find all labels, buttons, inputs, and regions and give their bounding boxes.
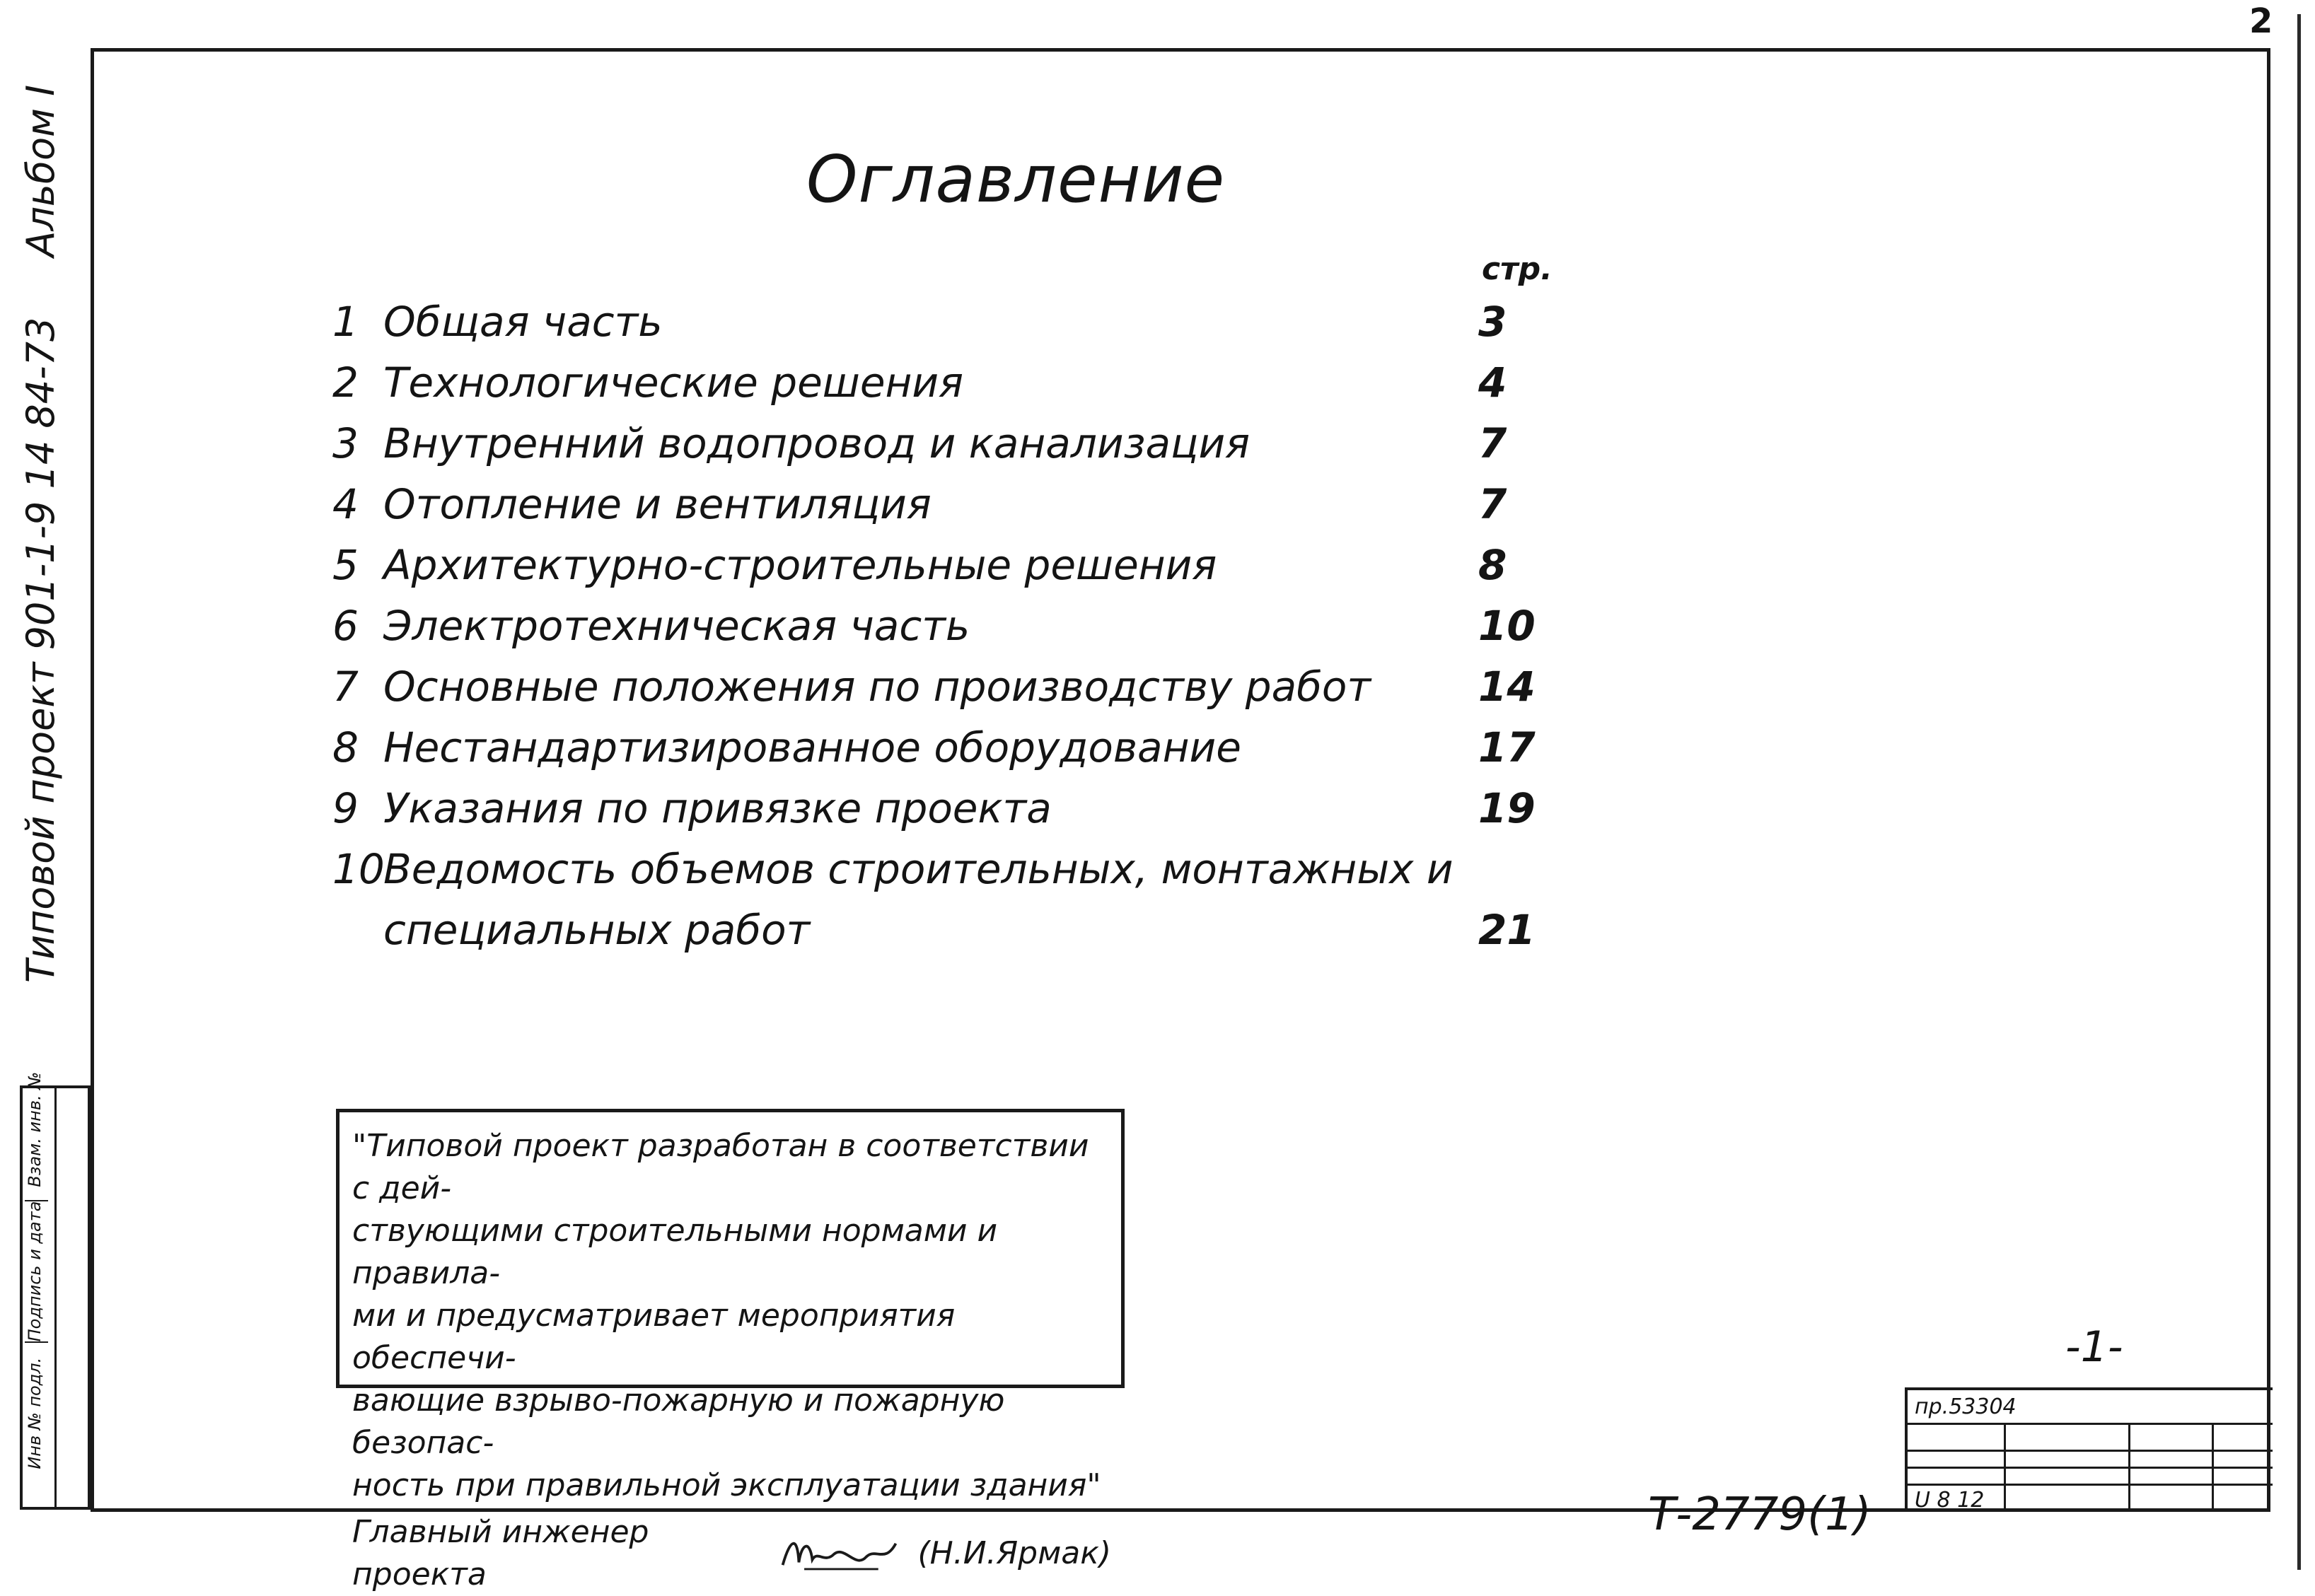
compliance-note <box>336 1109 1125 1592</box>
toc-title: Нестандартизированное оборудование <box>383 723 1241 771</box>
toc-page: 10 <box>1478 602 1536 650</box>
toc-title: специальных работ <box>383 906 811 954</box>
toc-row <box>332 413 1535 474</box>
side-stamp-column <box>23 1071 57 1507</box>
title-block-bottom-text: U 8 12 <box>1915 1488 1985 1513</box>
toc-row <box>332 595 1535 656</box>
toc-number: 10 <box>332 845 385 893</box>
toc-page: 19 <box>1478 784 1536 832</box>
title-block-divider <box>2212 1423 2214 1512</box>
toc-row <box>332 839 1535 899</box>
title-block-top-text: пр.53304 <box>1915 1394 2017 1419</box>
sheet-number: 2 <box>2249 1 2273 41</box>
toc-number: 6 <box>332 602 359 650</box>
signer-name: (Н.И.Ярмак) <box>917 1535 1111 1571</box>
side-stamp-label-replacement: Взам. инв. № <box>25 1059 48 1201</box>
side-stamp-block <box>20 1071 91 1510</box>
toc-title: Внутренний водопровод и канализация <box>383 419 1251 467</box>
toc-row <box>332 778 1535 839</box>
signature-icon <box>777 1529 912 1578</box>
toc-page: 14 <box>1478 663 1536 711</box>
toc-number: 9 <box>332 784 359 832</box>
toc-row <box>332 352 1535 413</box>
toc-title: Архитектурно-строительные решения <box>383 541 1217 589</box>
toc-page: 4 <box>1478 359 1507 407</box>
toc-title: Технологические решения <box>383 359 964 407</box>
title-block-rule <box>1908 1467 2273 1469</box>
toc-row <box>332 717 1535 778</box>
toc-number: 1 <box>332 298 359 346</box>
toc-page: 21 <box>1478 906 1536 954</box>
toc-number: 5 <box>332 541 359 589</box>
title-block-divider <box>2004 1423 2006 1512</box>
side-stamp-column-empty <box>57 1088 88 1507</box>
toc-number: 8 <box>332 723 359 771</box>
toc-page: 17 <box>1478 723 1536 771</box>
toc-title: Указания по привязке проекта <box>383 784 1052 832</box>
compliance-note-text: "Типовой проект разработан в соответствии с дей- ствующими строительными нормами и правила- ми и предусматривает мероприятия обеспечи- вающие взрыво-пожарную и пожарную безопас- ность при правильной эксплуатации здания" <box>352 1128 1101 1503</box>
toc-title: Ведомость объемов строительных, монтажных и <box>383 845 1454 893</box>
toc-row <box>332 656 1535 717</box>
toc-page: 8 <box>1478 541 1507 589</box>
title-block <box>1905 1387 2273 1512</box>
side-stamp-label-inventory: Инв № подл. <box>25 1357 45 1469</box>
sheet-edge-line <box>2297 14 2301 1570</box>
toc-title: Общая часть <box>383 298 663 346</box>
side-label-album: Альбом I <box>18 85 63 257</box>
title-block-rule <box>1908 1423 2273 1425</box>
side-label-project: Типовой проект 901-1-9 14 84-73 <box>18 317 63 983</box>
toc-number: 3 <box>332 419 359 467</box>
side-stamp-label-signature: Подпись и дата <box>25 1201 48 1344</box>
page-column-header: стр. <box>1482 251 1553 287</box>
toc-row <box>332 291 1535 352</box>
toc-number: 4 <box>332 480 359 528</box>
toc-page: 3 <box>1478 298 1507 346</box>
signer-label: Главный инженер проекта <box>352 1514 649 1592</box>
title-block-divider <box>2128 1423 2130 1512</box>
title-block-rule <box>1908 1484 2273 1486</box>
toc-page: 7 <box>1478 480 1507 528</box>
compliance-note-signature-line <box>352 1511 1111 1596</box>
toc-number: 7 <box>332 663 359 711</box>
toc-row-continuation <box>332 899 1535 960</box>
document-code: Т-2779(1) <box>1648 1489 1872 1541</box>
title-block-rule <box>1908 1450 2273 1452</box>
side-label <box>13 85 69 983</box>
toc-title: Отопление и вентиляция <box>383 480 932 528</box>
toc-row <box>332 535 1535 595</box>
toc-number: 2 <box>332 359 359 407</box>
side-stamp-labels <box>25 1059 48 1484</box>
toc-page: 7 <box>1478 419 1507 467</box>
toc-title: Основные положения по производству работ <box>383 663 1371 711</box>
table-of-contents <box>332 291 1535 960</box>
toc-title: Электротехническая часть <box>383 602 970 650</box>
page-mark: -1- <box>2065 1322 2123 1372</box>
toc-row <box>332 474 1535 535</box>
page-title: Оглавление <box>806 141 1226 217</box>
